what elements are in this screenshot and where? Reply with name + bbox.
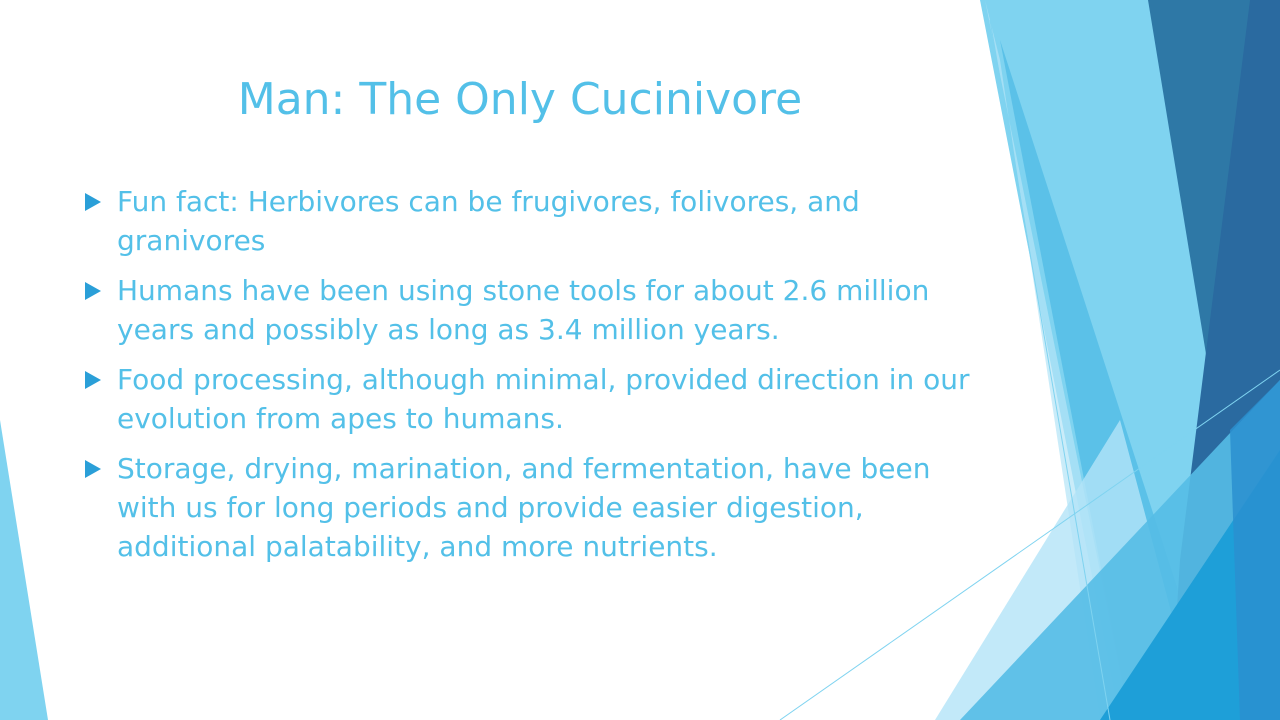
- bullet-item: [82, 271, 972, 349]
- bullet-text: Storage, drying, marination, and fermentation, have been with us for long periods and provide easier digestion, additional palatability, and more nutrients.: [117, 452, 931, 563]
- bullet-list: [82, 182, 972, 577]
- triangle-right-icon: [85, 371, 101, 389]
- triangle-right-icon: [85, 193, 101, 211]
- bullet-item: [82, 182, 972, 260]
- slide-title: Man: The Only Cucinivore: [237, 74, 803, 125]
- bullet-text: Humans have been using stone tools for about 2.6 million years and possibly as long as 3.4 million years.: [117, 274, 930, 346]
- bullet-item: [82, 449, 972, 566]
- bullet-text: Fun fact: Herbivores can be frugivores, folivores, and granivores: [117, 185, 860, 257]
- bullet-item: [82, 360, 972, 438]
- triangle-right-icon: [85, 282, 101, 300]
- triangle-right-icon: [85, 460, 101, 478]
- bullet-text: Food processing, although minimal, provided direction in our evolution from apes to humans.: [117, 363, 970, 435]
- left-edge-shape: [0, 420, 48, 720]
